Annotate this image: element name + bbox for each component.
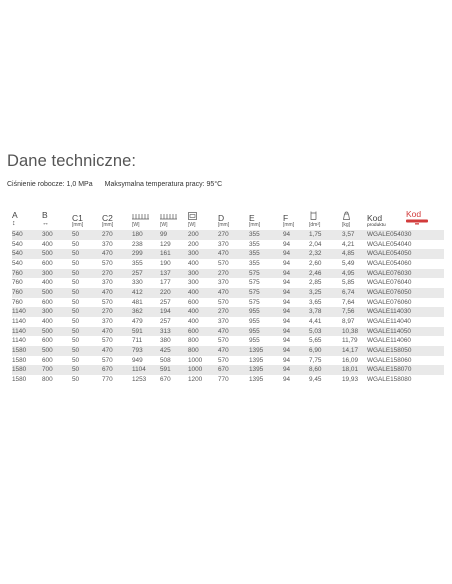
table-cell: 400 — [188, 307, 218, 317]
table-cell: 200 — [188, 240, 218, 250]
table-cell: 600 — [42, 336, 72, 346]
table-cell: 190 — [160, 259, 188, 269]
table-cell: 370 — [218, 317, 249, 327]
table-cell: 50 — [72, 259, 102, 269]
table-cell: 500 — [42, 346, 72, 356]
table-cell: 180 — [132, 230, 160, 240]
table-cell: 50 — [72, 346, 102, 356]
table-cell: 700 — [42, 365, 72, 375]
table-cell: 270 — [102, 269, 132, 279]
table-row — [12, 346, 444, 356]
table-cell: 540 — [12, 240, 42, 250]
table-row — [12, 249, 444, 259]
table-cell: 800 — [188, 346, 218, 356]
table-cell: 137 — [160, 269, 188, 279]
table-cell: 270 — [218, 230, 249, 240]
table-cell: 1395 — [249, 365, 283, 375]
table-cell: 94 — [283, 269, 309, 279]
table-cell: 425 — [160, 346, 188, 356]
height-arrow-icon: ↕ — [12, 220, 16, 228]
table-cell: 257 — [160, 317, 188, 327]
table-cell: 5,03 — [309, 327, 342, 337]
table-cell: 94 — [283, 288, 309, 298]
table-row — [12, 288, 444, 298]
table-cell: 2,60 — [309, 259, 342, 269]
table-cell: 7,56 — [342, 307, 367, 317]
table-cell: 177 — [160, 278, 188, 288]
table-cell: 50 — [72, 365, 102, 375]
table-cell: 955 — [249, 317, 283, 327]
table-cell: 470 — [218, 346, 249, 356]
table-cell: 50 — [72, 317, 102, 327]
table-cell: 11,79 — [342, 336, 367, 346]
table-cell: 2,85 — [309, 278, 342, 288]
table-row — [12, 365, 444, 375]
table-cell: 220 — [160, 288, 188, 298]
table-cell: 400 — [42, 240, 72, 250]
table-cell: 4,41 — [309, 317, 342, 327]
table-cell: 470 — [102, 249, 132, 259]
table-cell: WGALE114030 — [367, 307, 444, 317]
wall-bracket-icon — [309, 211, 318, 220]
electric-heater-icon — [188, 212, 197, 220]
header-c2: C2 [mm] — [102, 212, 114, 228]
table-cell: 270 — [102, 230, 132, 240]
operating-parameters — [7, 181, 222, 188]
table-cell: 370 — [218, 240, 249, 250]
table-cell: 4,85 — [342, 249, 367, 259]
table-cell: 4,21 — [342, 240, 367, 250]
table-cell: 299 — [132, 249, 160, 259]
table-cell: 1000 — [188, 356, 218, 366]
table-cell: 330 — [132, 278, 160, 288]
table-cell: 18,01 — [342, 365, 367, 375]
radiator-icon — [160, 213, 178, 220]
table-cell: 481 — [132, 298, 160, 308]
page-title: Dane techniczne: — [7, 152, 137, 170]
table-cell: 94 — [283, 259, 309, 269]
table-cell: 570 — [218, 336, 249, 346]
table-cell: 6,74 — [342, 288, 367, 298]
table-cell: 570 — [102, 336, 132, 346]
table-cell: 94 — [283, 298, 309, 308]
table-cell: 94 — [283, 356, 309, 366]
table-cell: 8,97 — [342, 317, 367, 327]
table-cell: 3,65 — [309, 298, 342, 308]
table-cell: 760 — [12, 288, 42, 298]
table-row — [12, 336, 444, 346]
table-cell: WGALE054060 — [367, 259, 444, 269]
table-cell: 200 — [188, 230, 218, 240]
max-temperature: Maksymalna temperatura pracy: 95°C — [104, 181, 223, 188]
table-cell: 370 — [218, 278, 249, 288]
table-cell: 570 — [102, 356, 132, 366]
table-cell: 257 — [132, 269, 160, 279]
table-row — [12, 259, 444, 269]
table-cell: 1580 — [12, 356, 42, 366]
technical-data-table — [12, 203, 444, 385]
table-cell: 94 — [283, 240, 309, 250]
header-power-2: [W] — [160, 203, 188, 230]
table-cell: 540 — [12, 230, 42, 240]
table-cell: 575 — [249, 288, 283, 298]
table-cell: 470 — [102, 327, 132, 337]
table-cell: 94 — [283, 317, 309, 327]
table-row — [12, 298, 444, 308]
table-cell: 94 — [283, 346, 309, 356]
table-cell: 591 — [132, 327, 160, 337]
header-c1: C1 [mm] — [72, 212, 84, 228]
header-area: [dm²] — [309, 203, 342, 230]
table-cell: 6,90 — [309, 346, 342, 356]
table-cell: 400 — [42, 317, 72, 327]
table-cell: 313 — [160, 327, 188, 337]
table-cell: 129 — [160, 240, 188, 250]
table-cell: 9,45 — [309, 375, 342, 385]
table-row — [12, 307, 444, 317]
table-cell: 1140 — [12, 336, 42, 346]
table-cell: 300 — [42, 230, 72, 240]
table-cell: 50 — [72, 249, 102, 259]
header-a: A ↕ — [12, 210, 18, 228]
table-cell: 508 — [160, 356, 188, 366]
table-cell: 600 — [188, 327, 218, 337]
table-cell: 370 — [102, 240, 132, 250]
table-cell: 50 — [72, 375, 102, 385]
table-cell: 3,78 — [309, 307, 342, 317]
table-cell: 300 — [188, 249, 218, 259]
table-cell: 257 — [160, 298, 188, 308]
table-cell: 194 — [160, 307, 188, 317]
table-cell: 270 — [218, 307, 249, 317]
header-power-3: [W] — [188, 203, 218, 230]
table-cell: 8,60 — [309, 365, 342, 375]
table-cell: 1395 — [249, 356, 283, 366]
table-cell: 470 — [218, 288, 249, 298]
table-row — [12, 230, 444, 240]
table-cell: 400 — [188, 317, 218, 327]
table-row — [12, 269, 444, 279]
table-cell: 7,64 — [342, 298, 367, 308]
table-cell: 955 — [249, 336, 283, 346]
table-cell: 770 — [218, 375, 249, 385]
table-cell: 5,65 — [309, 336, 342, 346]
brand-logo-icon — [406, 219, 428, 225]
table-cell: 1580 — [12, 346, 42, 356]
table-cell: 600 — [42, 298, 72, 308]
table-cell: 16,09 — [342, 356, 367, 366]
table-cell: 161 — [160, 249, 188, 259]
table-cell: 570 — [102, 259, 132, 269]
table-cell: 380 — [160, 336, 188, 346]
table-cell: 500 — [42, 327, 72, 337]
table-cell: 1104 — [132, 365, 160, 375]
table-cell: 94 — [283, 375, 309, 385]
table-cell: 793 — [132, 346, 160, 356]
table-row — [12, 240, 444, 250]
table-cell: 300 — [188, 269, 218, 279]
table-cell: 400 — [188, 259, 218, 269]
header-kod: Kod produktu — [367, 213, 386, 228]
table-cell: WGALE076030 — [367, 269, 444, 279]
table-cell: 479 — [132, 317, 160, 327]
table-cell: 570 — [102, 298, 132, 308]
table-cell: 99 — [160, 230, 188, 240]
table-cell: 7,75 — [309, 356, 342, 366]
table-cell: 300 — [42, 307, 72, 317]
table-cell: WGALE054050 — [367, 249, 444, 259]
table-cell: 50 — [72, 327, 102, 337]
table-cell: WGALE114040 — [367, 317, 444, 327]
table-cell: 600 — [42, 259, 72, 269]
table-cell: 50 — [72, 278, 102, 288]
table-cell: 570 — [218, 259, 249, 269]
table-cell: 355 — [249, 259, 283, 269]
table-cell: 355 — [249, 230, 283, 240]
table-cell: 10,38 — [342, 327, 367, 337]
header-d: D [mm] — [218, 212, 230, 228]
working-pressure: Ciśnienie robocze: 1,0 MPa — [7, 181, 93, 188]
table-cell: WGALE054030 — [367, 230, 444, 240]
table-cell: WGALE158060 — [367, 356, 444, 366]
table-cell: 355 — [132, 259, 160, 269]
table-cell: 470 — [218, 249, 249, 259]
weight-icon — [342, 211, 351, 220]
table-cell: 50 — [72, 307, 102, 317]
table-cell: 2,32 — [309, 249, 342, 259]
table-cell: 50 — [72, 336, 102, 346]
table-cell: 760 — [12, 298, 42, 308]
table-cell: 362 — [132, 307, 160, 317]
table-cell: 19,93 — [342, 375, 367, 385]
table-cell: 1395 — [249, 346, 283, 356]
table-cell: 591 — [160, 365, 188, 375]
table-row — [12, 375, 444, 385]
table-cell: 470 — [102, 346, 132, 356]
table-cell: 1140 — [12, 317, 42, 327]
table-row — [12, 278, 444, 288]
table-cell: 50 — [72, 298, 102, 308]
table-cell: 760 — [12, 278, 42, 288]
table-cell: 600 — [42, 356, 72, 366]
table-cell: 800 — [42, 375, 72, 385]
table-cell: WGALE158050 — [367, 346, 444, 356]
table-cell: 4,95 — [342, 269, 367, 279]
table-cell: 3,57 — [342, 230, 367, 240]
table-cell: WGALE114060 — [367, 336, 444, 346]
table-cell: 500 — [42, 288, 72, 298]
table-cell: 300 — [42, 269, 72, 279]
table-cell: 500 — [42, 249, 72, 259]
table-cell: 50 — [72, 269, 102, 279]
table-cell: WGALE114050 — [367, 327, 444, 337]
table-cell: 50 — [72, 288, 102, 298]
table-cell: 3,25 — [309, 288, 342, 298]
table-cell: 94 — [283, 278, 309, 288]
table-cell: 570 — [218, 298, 249, 308]
table-cell: WGALE076040 — [367, 278, 444, 288]
radiator-icon — [132, 213, 150, 220]
table-cell: 300 — [188, 278, 218, 288]
table-cell: 1253 — [132, 375, 160, 385]
table-cell: 800 — [188, 336, 218, 346]
table-cell: 50 — [72, 230, 102, 240]
table-cell: 955 — [249, 327, 283, 337]
table-cell: 2,46 — [309, 269, 342, 279]
table-cell: 760 — [12, 269, 42, 279]
table-cell: 1200 — [188, 375, 218, 385]
header-e: E [mm] — [249, 212, 261, 228]
table-cell: 270 — [102, 307, 132, 317]
table-cell: 5,49 — [342, 259, 367, 269]
table-cell: 575 — [249, 298, 283, 308]
table-cell: 94 — [283, 365, 309, 375]
table-row — [12, 327, 444, 337]
table-cell: 670 — [160, 375, 188, 385]
table-cell: WGALE076050 — [367, 288, 444, 298]
table-cell: 238 — [132, 240, 160, 250]
table-row — [12, 356, 444, 366]
table-cell: 575 — [249, 278, 283, 288]
table-cell: 14,17 — [342, 346, 367, 356]
table-cell: 1140 — [12, 307, 42, 317]
table-cell: 355 — [249, 249, 283, 259]
table-cell: WGALE076060 — [367, 298, 444, 308]
table-cell: 955 — [249, 307, 283, 317]
table-cell: 412 — [132, 288, 160, 298]
table-cell: 355 — [249, 240, 283, 250]
table-cell: 540 — [12, 249, 42, 259]
header-power-1: [W] — [132, 203, 160, 230]
table-cell: WGALE054040 — [367, 240, 444, 250]
table-cell: WGALE158080 — [367, 375, 444, 385]
table-cell: 670 — [218, 365, 249, 375]
table-cell: 470 — [218, 327, 249, 337]
table-cell: 670 — [102, 365, 132, 375]
width-arrow-icon: ↔ — [42, 220, 49, 228]
table-cell: 400 — [42, 278, 72, 288]
table-cell: 2,04 — [309, 240, 342, 250]
table-cell: 949 — [132, 356, 160, 366]
table-cell: 600 — [188, 298, 218, 308]
header-weight: [kg] — [342, 203, 367, 230]
table-cell: 1,75 — [309, 230, 342, 240]
table-cell: 370 — [102, 278, 132, 288]
header-f: F [mm] — [283, 212, 295, 228]
table-cell: 770 — [102, 375, 132, 385]
table-cell: 400 — [188, 288, 218, 298]
table-cell: 711 — [132, 336, 160, 346]
table-row — [12, 317, 444, 327]
table-cell: 94 — [283, 327, 309, 337]
table-cell: 370 — [102, 317, 132, 327]
table-cell: 94 — [283, 307, 309, 317]
table-cell: 94 — [283, 249, 309, 259]
table-cell: 470 — [102, 288, 132, 298]
table-cell: 1140 — [12, 327, 42, 337]
table-cell: 570 — [218, 356, 249, 366]
table-cell: 94 — [283, 336, 309, 346]
header-kod-secondary: Kod — [406, 203, 444, 230]
table-cell: 575 — [249, 269, 283, 279]
table-cell: 1000 — [188, 365, 218, 375]
table-cell: 1395 — [249, 375, 283, 385]
table-cell: 94 — [283, 230, 309, 240]
table-cell: 5,85 — [342, 278, 367, 288]
table-cell: 1580 — [12, 375, 42, 385]
header-b: B ↔ — [42, 210, 49, 228]
table-cell: 1580 — [12, 365, 42, 375]
table-cell: 540 — [12, 259, 42, 269]
table-cell: 270 — [218, 269, 249, 279]
table-cell: 50 — [72, 240, 102, 250]
table-cell: WGALE158070 — [367, 365, 444, 375]
table-cell: 50 — [72, 356, 102, 366]
